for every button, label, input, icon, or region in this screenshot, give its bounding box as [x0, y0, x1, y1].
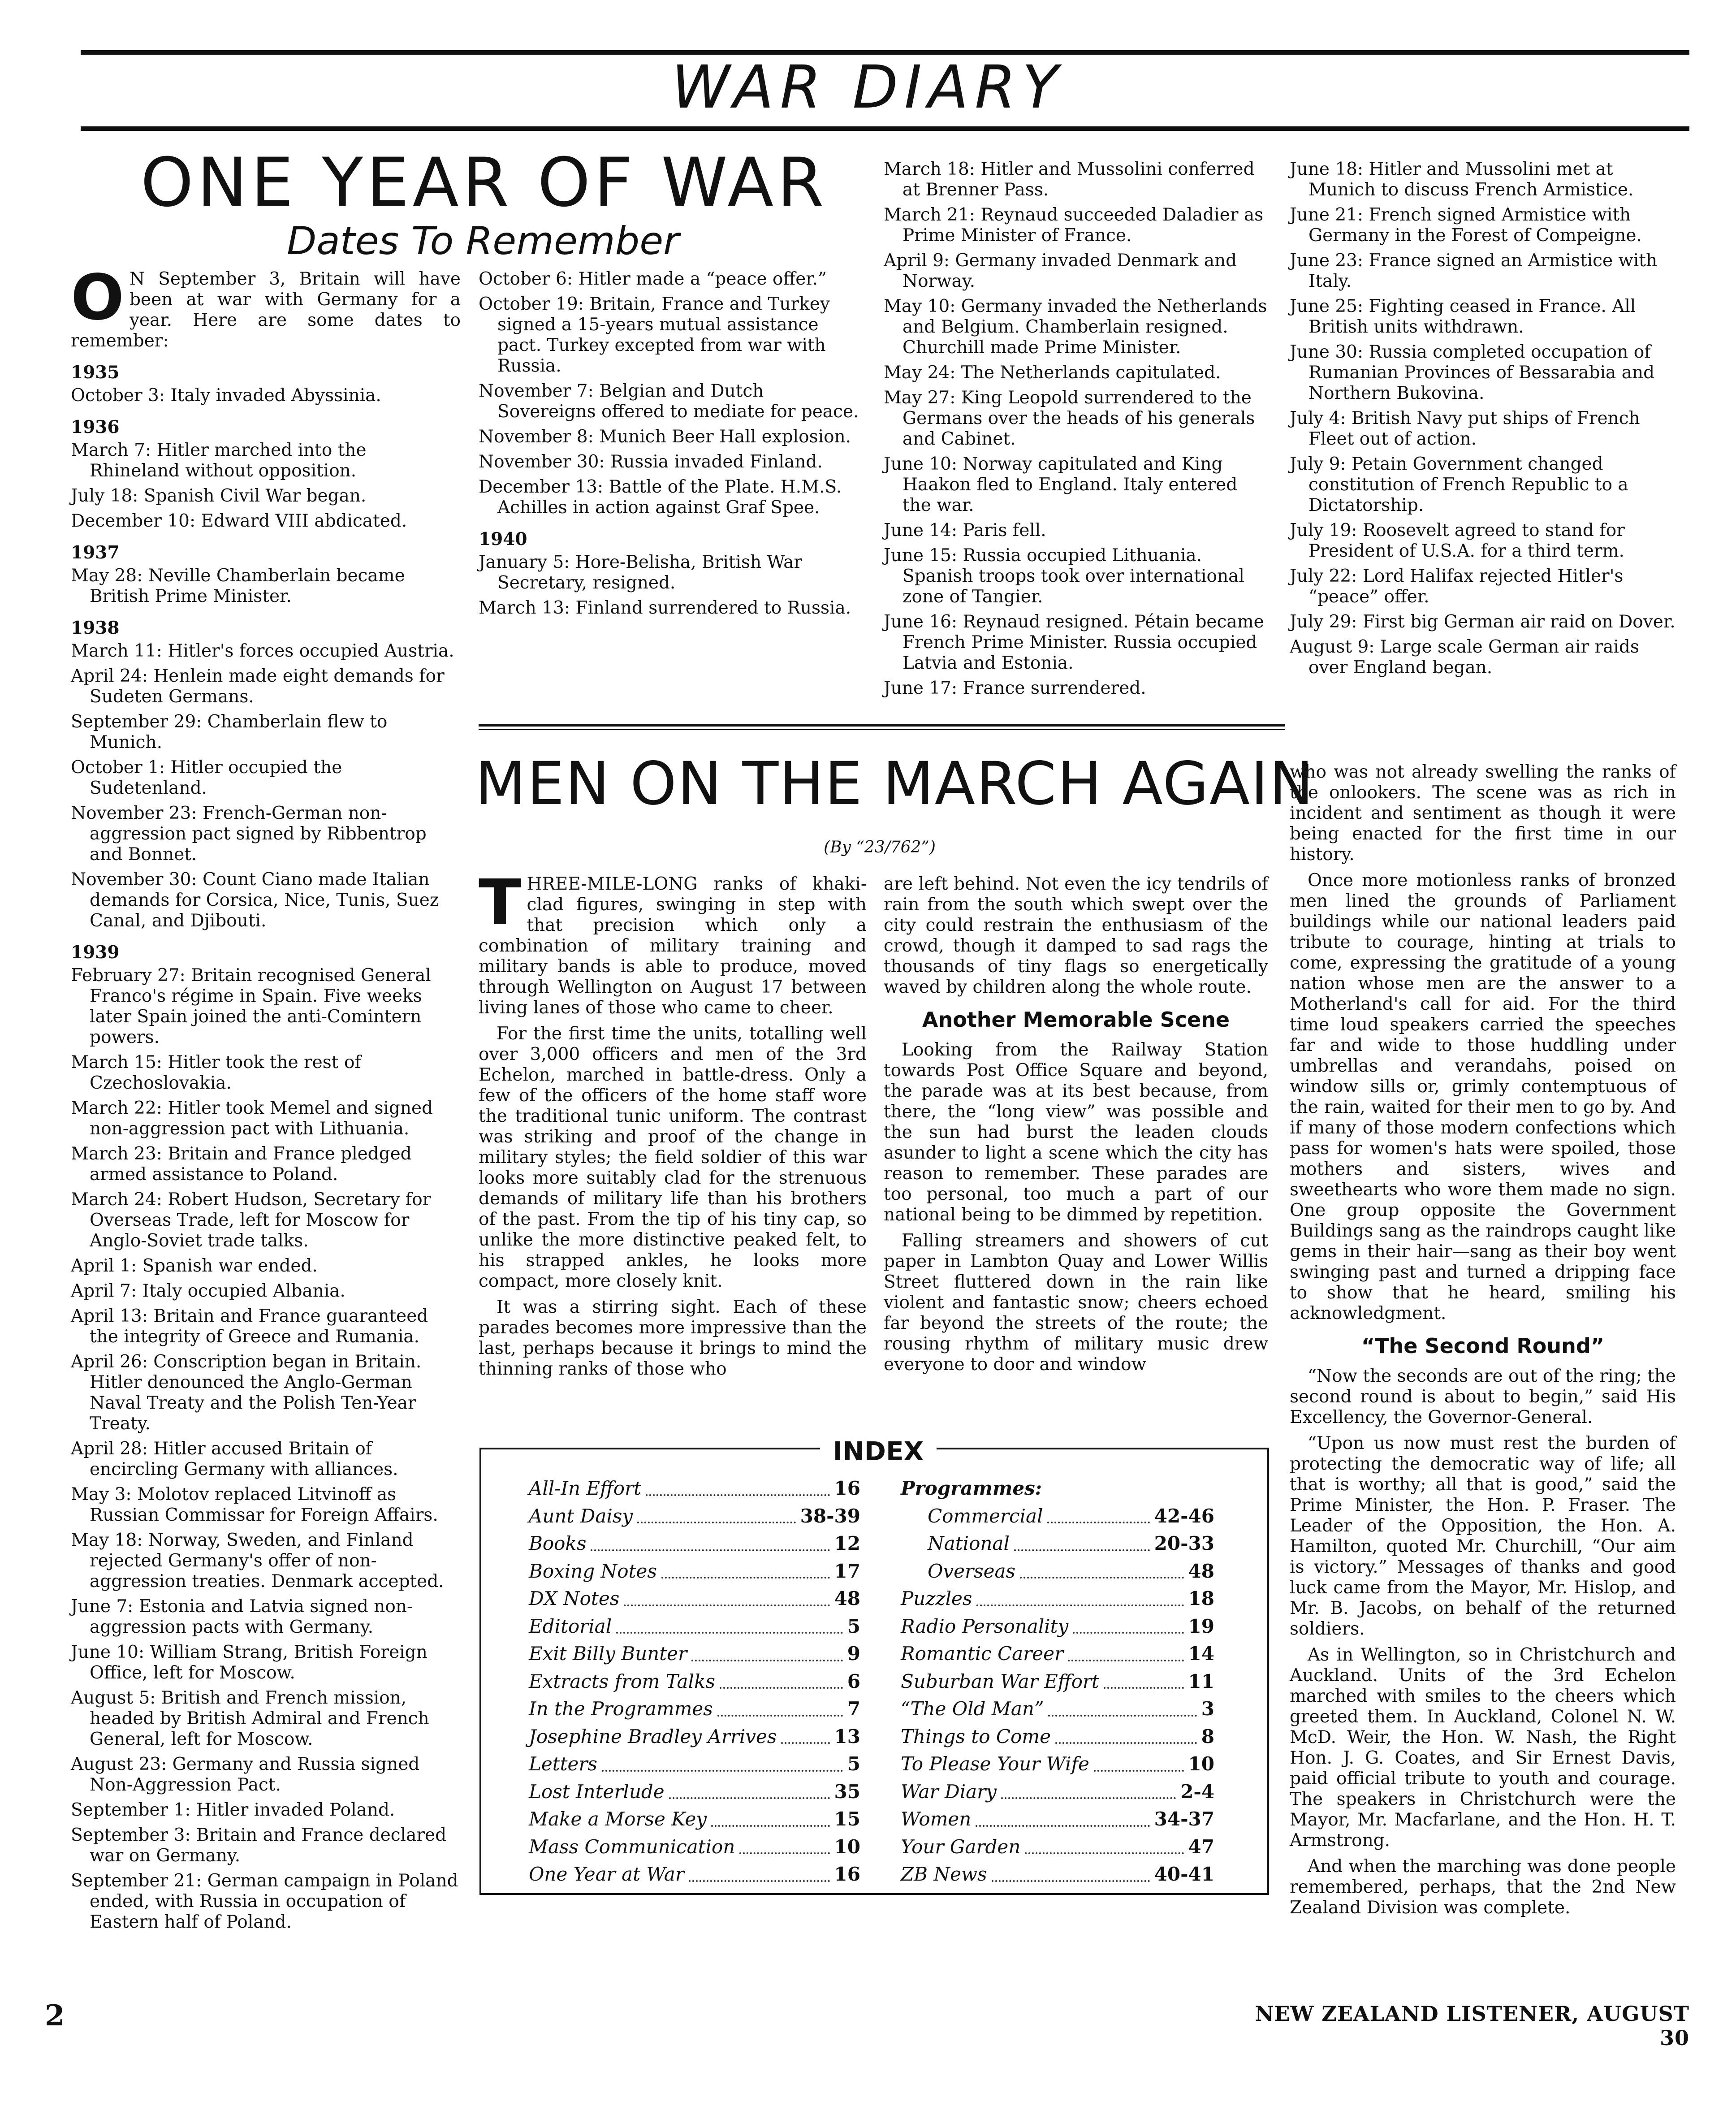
index-leader-dots: [992, 1860, 1150, 1882]
index-leader-dots: [711, 1805, 829, 1827]
march-para-7: who was not already swelling the ranks of the onlookers. The scene was as rich in incident and sentiment as though it were being enacted for the first time in our history.: [1290, 762, 1676, 865]
march-column-b: [884, 874, 1268, 1380]
timeline-entry: March 13: Finland surrendered to Russia.: [479, 598, 851, 618]
index-page: 18: [1188, 1587, 1214, 1609]
index-title: INDEX: [820, 1433, 937, 1469]
march-title: MEN ON THE MARCH AGAIN: [475, 749, 1314, 818]
timeline-entry: August 5: British and French mission, headed by British Admiral and French General, left for Moscow.: [71, 1688, 429, 1749]
index-topic: In the Programmes: [529, 1698, 713, 1720]
timeline-year: 1937: [71, 542, 120, 563]
timeline-entry: June 15: Russia occupied Lithuania. Spanish troops took over international zone of Tangier.: [884, 545, 1244, 607]
timeline-entry: April 28: Hitler accused Britain of encircling Germany with alliances.: [71, 1439, 398, 1479]
march-para-3: It was a stirring sight. Each of these parades becomes more impressive than the last, perhaps because it brings to mind the thinning ranks of those who: [479, 1297, 867, 1379]
index-leader-dots: [1055, 1723, 1197, 1744]
section-divider-thin: [479, 729, 1285, 730]
index-topic: Aunt Daisy: [529, 1505, 633, 1527]
index-leader-dots: [689, 1860, 830, 1882]
index-page: 48: [1188, 1560, 1214, 1582]
march-para-12: And when the marching was done people remembered, perhaps, that the 2nd New Zealand Division was complete.: [1290, 1856, 1676, 1918]
index-row: [901, 1640, 1214, 1668]
index-leader-dots: [1068, 1640, 1183, 1661]
index-leader-dots: [1001, 1778, 1176, 1799]
index-row: [529, 1833, 860, 1861]
timeline-entry: September 21: German campaign in Poland ended, with Russia in occupation of Eastern half of Poland.: [71, 1871, 458, 1932]
march-para-4: are left behind. Not even the icy tendrils of rain from the south which swept over the city could restrain the enthusiasm of the crowd, though it damped to sad rags the thousands of tiny flags so energetically waved by children along the whole route.: [884, 874, 1268, 997]
timeline-entries-4: [1290, 159, 1676, 678]
publication-footer: NEW ZEALAND LISTENER, AUGUST 30: [1255, 2002, 1689, 2050]
section-divider: [479, 724, 1285, 727]
timeline-entry: April 1: Spanish war ended.: [71, 1256, 318, 1276]
index-topic: Extracts from Talks: [529, 1670, 715, 1692]
timeline-entry: July 19: Roosevelt agreed to stand for President of U.S.A. for a third term.: [1290, 520, 1625, 561]
timeline-entries-2: [479, 269, 864, 618]
timeline-entry: June 16: Reynaud resigned. Pétain became French Prime Minister. Russia occupied Latvia and Estonia.: [884, 612, 1264, 673]
index-topic: Women: [901, 1808, 972, 1830]
index-row: [901, 1502, 1214, 1530]
intro-dropcap: O: [71, 261, 125, 334]
march-para-1: [479, 866, 867, 1018]
march-para-5: Looking from the Railway Station towards Post Office Square and beyond, the parade was at its best because, from there, the “long view” was possible and the sun had burst the leaden clouds asunder to light a scene which the city has reason to remember. These parades are too personal, too much a part of our national being to be dimmed by repetition.: [884, 1040, 1268, 1225]
index-row: [529, 1668, 860, 1695]
index-leader-dots: [591, 1530, 829, 1551]
index-topic: Lost Interlude: [529, 1780, 665, 1803]
timeline-year: 1940: [479, 529, 527, 549]
march-para-2: For the first time the units, totalling well over 3,000 officers and men of the 3rd Echelon, marched in battle-dress. Only a few of the officers of the home staff wore the traditional tunic uniform. The contrast was striking and proof of the change in military styles; the field soldier of this war looks more suitably clad for the strenuous demands of military life than his brothers of the past. From the tip of his tiny cap, so unlike the more distinctive peaked felt, to his strapped ankles, he looks more compact, more closely knit.: [479, 1024, 867, 1291]
index-row: [901, 1833, 1214, 1861]
timeline-year: 1936: [71, 417, 120, 437]
index-leader-dots: [1048, 1695, 1196, 1717]
timeline-entry: March 7: Hitler marched into the Rhineland without opposition.: [71, 440, 367, 481]
index-topic: Commercial: [928, 1505, 1043, 1527]
timeline-entry: April 13: Britain and France guaranteed the integrity of Greece and Rumania.: [71, 1306, 428, 1347]
timeline-entry: May 3: Molotov replaced Litvinoff as Russian Commissar for Foreign Affairs.: [71, 1484, 438, 1525]
timeline-entry: March 22: Hitler took Memel and signed non-aggression pact with Lithuania.: [71, 1098, 433, 1139]
timeline-entry: October 19: Britain, France and Turkey signed a 15-years mutual assistance pact. Turkey excepted from war with Russia.: [479, 294, 830, 376]
timeline-entry: July 29: First big German air raid on Dover.: [1290, 612, 1676, 632]
index-page: 2-4: [1180, 1780, 1214, 1803]
index-page: 47: [1188, 1835, 1214, 1858]
timeline-entry: March 24: Robert Hudson, Secretary for Overseas Trade, left for Moscow for Anglo-Soviet trade talks.: [71, 1189, 431, 1251]
index-row: [901, 1557, 1214, 1585]
timeline-entry: June 10: William Strang, British Foreign Office, left for Moscow.: [71, 1642, 428, 1683]
timeline-year: 1938: [71, 618, 120, 638]
index-page: 20-33: [1154, 1532, 1214, 1554]
index-row: [529, 1613, 860, 1640]
index-page: 7: [847, 1698, 860, 1720]
page-number: 2: [45, 1999, 65, 2033]
index-leader-dots: [624, 1585, 829, 1606]
march-column-a: [479, 866, 867, 1385]
index-page: 10: [834, 1835, 860, 1858]
timeline-entry: January 5: Hore-Belisha, British War Secretary, resigned.: [479, 552, 803, 593]
index-topic: Puzzles: [901, 1587, 972, 1609]
index-leader-dots: [976, 1805, 1149, 1827]
timeline-entry: March 11: Hitler's forces occupied Austria.: [71, 641, 454, 661]
index-topic: Make a Morse Key: [529, 1808, 707, 1830]
index-page: 16: [834, 1863, 860, 1885]
index-page: 38-39: [800, 1505, 860, 1527]
index-leader-dots: [720, 1668, 843, 1689]
timeline-entries-3: [884, 159, 1269, 699]
index-leader-dots: [646, 1475, 830, 1496]
index-topic: Mass Communication: [529, 1835, 735, 1858]
march-para-9: “Now the seconds are out of the ring; the second round is about to begin,” said His Excellency, the Governor-General.: [1290, 1366, 1676, 1427]
timeline-entry: October 6: Hitler made a “peace offer.”: [479, 269, 827, 289]
index-topic: All-In Effort: [529, 1477, 642, 1499]
index-row: [529, 1475, 860, 1502]
index-page: 15: [834, 1808, 860, 1830]
intro-paragraph: [71, 261, 461, 351]
index-page: 40-41: [1154, 1863, 1214, 1885]
timeline-column-1: [71, 261, 461, 1937]
timeline-year: 1939: [71, 942, 120, 963]
index-row: [901, 1530, 1214, 1557]
index-row: [901, 1723, 1214, 1751]
timeline-entry: June 14: Paris fell.: [884, 520, 1046, 541]
index-page: 14: [1188, 1643, 1214, 1665]
index-row: [529, 1557, 860, 1585]
index-topic: To Please Your Wife: [901, 1753, 1089, 1775]
index-leader-dots: [1047, 1502, 1149, 1524]
timeline-column-3: [884, 159, 1269, 703]
timeline-entry: September 29: Chamberlain flew to Munich.: [71, 712, 388, 753]
timeline-entry: June 23: France signed an Armistice with Italy.: [1290, 251, 1658, 291]
index-page: 34-37: [1154, 1808, 1214, 1830]
timeline-entry: June 10: Norway capitulated and King Haakon fled to England. Italy entered the war.: [884, 454, 1238, 515]
index-topic: Exit Billy Bunter: [529, 1643, 687, 1665]
timeline-entry: May 27: King Leopold surrendered to the Germans over the heads of his generals and Cabinet.: [884, 388, 1255, 449]
timeline-entry: May 18: Norway, Sweden, and Finland rejected Germany's offer of non-aggression treaties. Denmark accepted.: [71, 1530, 444, 1592]
timeline-entry: October 1: Hitler occupied the Sudetenland.: [71, 757, 342, 798]
march-para-6: Falling streamers and showers of cut paper in Lambton Quay and Lower Willis Street fluttered down in the rain like violent and fantastic snow; cheers echoed far beyond the streets of the route; the rousing rhythm of military music drew everyone to door and window: [884, 1231, 1268, 1375]
index-topic: Your Garden: [901, 1835, 1021, 1858]
timeline-entries-1: [71, 362, 461, 1933]
index-row: [529, 1640, 860, 1668]
timeline-entry: April 24: Henlein made eight demands for Sudeten Germans.: [71, 666, 445, 707]
timeline-entry: July 22: Lord Halifax rejected Hitler's “peace” offer.: [1290, 566, 1624, 607]
intro-text: N September 3, Britain will have been at war with Germany for a year. Here are some dates to remember:: [71, 269, 461, 351]
index-leader-dots: [669, 1778, 830, 1799]
index-leader-dots: [976, 1585, 1183, 1606]
index-topic: ZB News: [901, 1863, 987, 1885]
march-dropcap: T: [479, 866, 522, 939]
timeline-entry: November 7: Belgian and Dutch Sovereigns offered to mediate for peace.: [479, 381, 859, 422]
timeline-entry: June 18: Hitler and Mussolini met at Munich to discuss French Armistice.: [1290, 159, 1634, 200]
timeline-entry: June 7: Estonia and Latvia signed non-aggression pacts with Germany.: [71, 1596, 413, 1637]
index-leader-dots: [637, 1502, 796, 1524]
index-row: [901, 1695, 1214, 1723]
timeline-entry: March 18: Hitler and Mussolini conferred at Brenner Pass.: [884, 159, 1255, 200]
timeline-entry: March 21: Reynaud succeeded Daladier as Prime Minister of France.: [884, 205, 1264, 246]
index-topic: Radio Personality: [901, 1615, 1069, 1637]
index-topic: Books: [529, 1532, 587, 1554]
timeline-entry: July 9: Petain Government changed constitution of French Republic to a Dictatorship.: [1290, 454, 1628, 515]
index-row: [901, 1613, 1214, 1640]
index-page: 3: [1201, 1698, 1214, 1720]
index-page: 13: [834, 1725, 860, 1747]
masthead-title: WAR DIARY: [671, 53, 1065, 122]
index-page: 5: [847, 1615, 860, 1637]
timeline-entry: April 7: Italy occupied Albania.: [71, 1281, 345, 1301]
masthead-bottom-rule: [81, 126, 1689, 131]
one-year-title: ONE YEAR OF WAR: [140, 144, 828, 222]
one-year-subtitle: Dates To Remember: [287, 219, 679, 264]
index-row: [529, 1805, 860, 1833]
timeline-entry: October 3: Italy invaded Abyssinia.: [71, 385, 381, 406]
index-row: [901, 1778, 1214, 1806]
timeline-entry: March 15: Hitler took the rest of Czechoslovakia.: [71, 1052, 361, 1093]
index-page: 10: [1188, 1753, 1214, 1775]
index-leader-dots: [1020, 1557, 1183, 1579]
index-topic: War Diary: [901, 1780, 997, 1803]
timeline-entry: May 10: Germany invaded the Netherlands and Belgium. Chamberlain resigned. Churchill made Prime Minister.: [884, 296, 1267, 358]
index-leader-dots: [691, 1640, 843, 1661]
timeline-entry: June 25: Fighting ceased in France. All British units withdrawn.: [1290, 296, 1636, 337]
march-para-1-text: HREE-MILE-LONG ranks of khaki-clad figures, swinging in step with that precision which only a combination of military training and military bands is able to produce, moved through Wellington on August 17 between living lanes of those who came to cheer.: [479, 874, 867, 1018]
timeline-entry: August 9: Large scale German air raids over England began.: [1290, 637, 1639, 678]
index-topic: Things to Come: [901, 1725, 1051, 1747]
index-page: 11: [1188, 1670, 1214, 1692]
index-row: [901, 1805, 1214, 1833]
timeline-entry: December 10: Edward VIII abdicated.: [71, 511, 407, 531]
timeline-entry: December 13: Battle of the Plate. H.M.S. Achilles in action against Graf Spee.: [479, 477, 842, 518]
timeline-entry: April 26: Conscription began in Britain. Hitler denounced the Anglo-German Naval Treaty and the Polish Ten-Year Treaty.: [71, 1352, 422, 1434]
index-topic: Boxing Notes: [529, 1560, 657, 1582]
timeline-entry: May 28: Neville Chamberlain became British Prime Minister.: [71, 566, 405, 606]
index-topic: Suburban War Effort: [901, 1670, 1099, 1692]
index-leader-dots: [1073, 1613, 1183, 1634]
index-page: 6: [847, 1670, 860, 1692]
index-programmes-heading: Programmes:: [901, 1477, 1042, 1499]
timeline-entry: June 17: France surrendered.: [884, 678, 1146, 698]
index-page: 48: [834, 1587, 860, 1609]
index-topic: Editorial: [529, 1615, 612, 1637]
timeline-column-4: [1290, 159, 1676, 683]
index-leader-dots: [661, 1557, 830, 1579]
index-page: 9: [847, 1643, 860, 1665]
index-page: 5: [847, 1753, 860, 1775]
march-byline: (By “23/762”): [824, 838, 936, 856]
timeline-entry: February 27: Britain recognised General Franco's régime in Spain. Five weeks later Spain joined the anti-Comintern powers.: [71, 965, 431, 1047]
index-leader-dots: [781, 1723, 829, 1744]
index-page: 35: [834, 1780, 860, 1803]
index-leader-dots: [1104, 1668, 1184, 1689]
timeline-entry: September 3: Britain and France declared war on Germany.: [71, 1825, 447, 1866]
index-row: [901, 1860, 1214, 1888]
timeline-entry: September 1: Hitler invaded Poland.: [71, 1800, 395, 1820]
index-topic: Overseas: [928, 1560, 1016, 1582]
index-page: 17: [834, 1560, 860, 1582]
index-left-column: [529, 1475, 860, 1888]
index-page: 19: [1188, 1615, 1214, 1637]
timeline-entry: November 30: Russia invaded Finland.: [479, 452, 823, 472]
index-leader-dots: [1025, 1833, 1183, 1855]
index-row: [529, 1750, 860, 1778]
index-topic: Letters: [529, 1753, 597, 1775]
timeline-column-2: [479, 269, 864, 623]
index-leader-dots: [1014, 1530, 1150, 1551]
index-topic: DX Notes: [529, 1587, 620, 1609]
timeline-entry: November 30: Count Ciano made Italian demands for Corsica, Nice, Tunis, Suez Canal, and Djibouti.: [71, 869, 439, 931]
index-topic: Josephine Bradley Arrives: [529, 1725, 777, 1747]
index-row: [529, 1860, 860, 1888]
timeline-entry: May 24: The Netherlands capitulated.: [884, 363, 1221, 383]
index-page: 12: [834, 1532, 860, 1554]
index-row: [529, 1695, 860, 1723]
index-leader-dots: [602, 1750, 843, 1772]
index-leader-dots: [1094, 1750, 1184, 1772]
timeline-entry: August 23: Germany and Russia signed Non-Aggression Pact.: [71, 1754, 420, 1795]
index-row: [529, 1585, 860, 1613]
march-column-c: [1290, 762, 1676, 1924]
memorable-scene-heading: Another Memorable Scene: [922, 1008, 1230, 1032]
timeline-entry: November 23: French-German non-aggression pact signed by Ribbentrop and Bonnet.: [71, 803, 427, 865]
index-row: [529, 1778, 860, 1806]
timeline-entry: April 9: Germany invaded Denmark and Norway.: [884, 251, 1237, 291]
index-page: 8: [1201, 1725, 1214, 1747]
march-para-10: “Upon us now must rest the burden of protecting the democratic way of life; all that is worthy; all that is good,” said the Prime Minister, the Hon. P. Fraser. The Leader of the Opposition, the Hon. A. Hamilton, quoted Mr. Churchill, “Our aim is victory.” Messages of thanks and good luck came from the Mayor, Mr. Hislop, and Mr. B. Jacobs, on behalf of the returned soldiers.: [1290, 1433, 1676, 1639]
timeline-entry: March 23: Britain and France pledged armed assistance to Poland.: [71, 1144, 412, 1185]
index-leader-dots: [739, 1833, 829, 1855]
index-leader-dots: [717, 1695, 843, 1717]
index-row: [901, 1668, 1214, 1695]
second-round-heading: “The Second Round”: [1361, 1334, 1605, 1358]
index-row: [529, 1530, 860, 1557]
index-row: [901, 1585, 1214, 1613]
index-page: 42-46: [1154, 1505, 1214, 1527]
index-row: [529, 1502, 860, 1530]
index-page: 16: [834, 1477, 860, 1499]
march-para-8: Once more motionless ranks of bronzed men lined the grounds of Parliament buildings while our national leaders paid tribute to courage, hinting at trials to come, expressing the gratitude of a young nation whose men are the answer to a Motherland's call for aid. For the third time loud speakers carried the speeches far and wide to those huddling under umbrellas and verandahs, poised on window sills or, grimly contemptuous of the rain, waited for their men to go by. And if many of those modern confections which pass for women's hats were spoiled, those mothers and sisters, wives and sweethearts who wore them made no sign. One group opposite the Government Buildings sang as the raindrops caught like gems in their hair—sang as their boy went swinging past and turned a dripping face to show that he heard, smiling his acknowledgment.: [1290, 870, 1676, 1323]
timeline-entry: July 4: British Navy put ships of French Fleet out of action.: [1290, 408, 1640, 449]
index-topic: National: [928, 1532, 1010, 1554]
timeline-entry: November 8: Munich Beer Hall explosion.: [479, 427, 851, 447]
index-topic: One Year at War: [529, 1863, 684, 1885]
index-topic: Romantic Career: [901, 1643, 1064, 1665]
timeline-entry: June 30: Russia completed occupation of Rumanian Provinces of Bessarabia and Northern Bukovina.: [1290, 342, 1655, 403]
index-row: [529, 1723, 860, 1751]
march-para-11: As in Wellington, so in Christchurch and Auckland. Units of the 3rd Echelon marched with smiles to the cheers which greeted them. In Auckland, Colonel N. W. McD. Weir, the Hon. W. Nash, the Right Hon. J. G. Coates, and Sir Ernest Davis, paid official tribute to youth and courage. The speakers in Christchurch were the Mayor, Mr. Macfarlane, and the Hon. H. T. Armstrong.: [1290, 1645, 1676, 1851]
index-right-column: [901, 1475, 1214, 1888]
index-leader-dots: [616, 1613, 843, 1634]
index-row: [901, 1750, 1214, 1778]
timeline-entry: July 18: Spanish Civil War began.: [71, 486, 367, 506]
timeline-year: 1935: [71, 362, 120, 383]
index-topic: “The Old Man”: [901, 1698, 1044, 1720]
timeline-entry: June 21: French signed Armistice with Germany in the Forest of Compeigne.: [1290, 205, 1642, 246]
